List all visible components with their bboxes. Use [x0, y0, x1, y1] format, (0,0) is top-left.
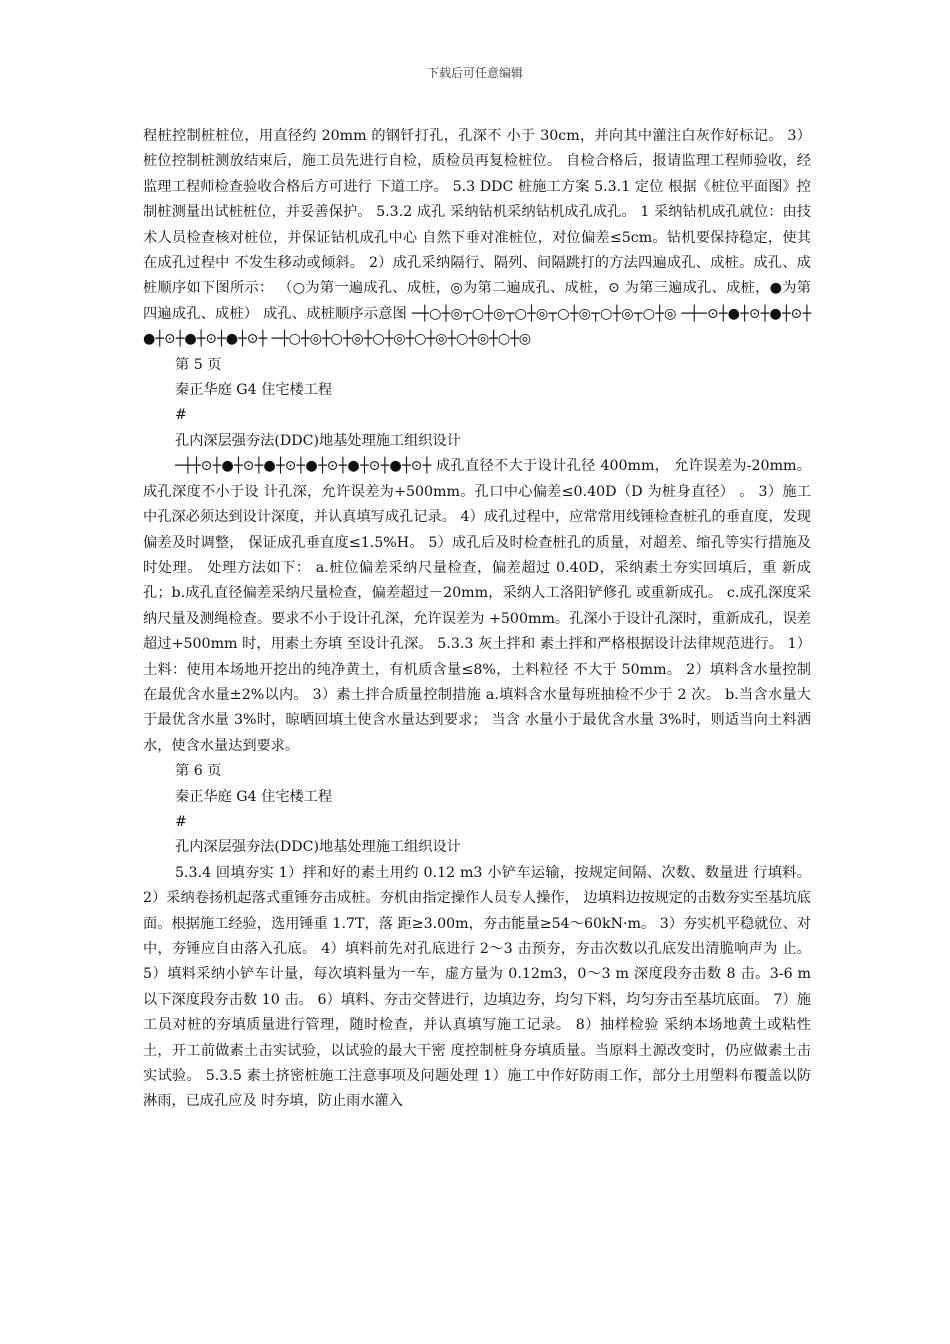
- separator-mark: #: [175, 813, 187, 830]
- document-title: 孔内深层强夯法(DDC)地基处理施工组织设计: [175, 839, 461, 856]
- body-paragraph: ─┼┼⊙┼●┼⊙┼●┼⊙┼●┼⊙┼●┼⊙┼●┼⊙┼ 成孔直径不大于设计孔径 400mm， 允许误差为-20mm。 成孔深度不小于设 计孔深，允许误差为+500mm。孔口中心偏差≤0.40D（D 为桩身直径） 。 3）施工中孔深必须达到设计深度，并认真填写成孔记录。 4）成孔过程中，应常常用线锤检查桩孔的垂直度，发现偏差及时调整， 保证成孔垂直度≤1.5%H。 5）成孔后及时检查桩孔的质量，对超差、缩孔等实行措施及时处理。 处理方法如下： a.桩位偏差采纳尺量检查，偏差超过 0.40D，采纳素土夯实回填后，重 新成孔；b.成孔直径偏差采纳尺量检查，偏差超过－20mm，采纳人工洛阳铲修孔 或重新成孔。 c.成孔深度采纳尺量及测绳检查。要求不小于设计孔深，允许误差为 +500mm。孔深小于设计孔深时，重新成孔，误差超过+500mm 时，用素土夯填 至设计孔深。 5.3.3 灰土拌和 素土拌和严格根据设计法律规范进行。 1）土料：使用本场地开挖出的纯净黄土，有机质含量≤8%，土料粒径 不大于 50mm。 2）填料含水量控制在最优含水量±2%以内。 3）素土拌合质量控制措施 a.填料含水量每班抽检不少于 2 次。 b.当含水量大于最优含水量 3%时，晾晒回填土使含水量达到要求； 当含 水量小于最优含水量 3%时，则适当向土料洒水，使含水量达到要求。: [143, 458, 811, 754]
- page-header: 下载后可任意编辑: [426, 66, 523, 80]
- page-number: 第 5 页: [175, 356, 222, 373]
- body-paragraph: 程桩控制桩桩位，用直径约 20mm 的钢钎打孔，孔深不 小于 30cm，并向其中灌注白灰作好标记。 3）桩位控制桩测放结束后，施工员先进行自检，质检员再复检桩位。 自检合格后，报请监理工程师验收，经监理工程师检查验收合格后方可进行 下道工序。 5.3 DDC 桩施工方案 5.3.1 定位 根据《桩位平面图》控制桩测量出试桩桩位，并妥善保护。 5.3.2 成孔 采纳钻机采纳钻机成孔成孔。 1 采纳钻机成孔就位：由技术人员检查核对桩位，并保证钻机成孔中心 自然下垂对准桩位，对位偏差≤5cm。钻机要保持稳定，使其在成孔过程中 不发生移动或倾斜。 2）成孔采纳隔行、隔列、间隔跳打的方法四遍成孔、成桩。成孔、成桩顺序如下图所示： （○为第一遍成孔、成桩，◎为第二遍成孔、成桩，⊙ 为第三遍成孔、成桩，●为第四遍成孔、成桩） 成孔、成桩顺序示意图 ─┼○┼◎┬○┼◎┬○┼◎┬○┼◎┬○┼◎┬○┼◎ ─┼─⊙┼●┼⊙┼●┼⊙┼●┼⊙┼●┼⊙┼●┼⊙┼ ─┼○┼◎┼○┼◎┼○┼◎┼○┼◎┼○┼◎┼○┼◎: [143, 128, 811, 348]
- project-name: 秦正华庭 G4 住宅楼工程: [175, 382, 333, 399]
- body-paragraph: 5.3.4 回填夯实 1）拌和好的素土用约 0.12 m3 小铲车运输，按规定间隔、次数、数量进 行填料。 2）采纳卷扬机起落式重锤夯击成桩。夯机由指定操作人员专人操作， 边填料边按规定的击数夯实至基坑底面。根据施工经验，选用锤重 1.7T，落 距≥3.00m，夯击能量≥54～60kN·m。 3）夯实机平稳就位、对中，夯锤应自由落入孔底。 4）填料前先对孔底进行 2～3 击预夯，夯击次数以孔底发出清脆响声为 止。 5）填料采纳小铲车计量，每次填料量为一车，虚方量为 0.12m3，0～3 m 深度段夯击数 8 击。3-6 m 以下深度段夯击数 10 击。 6）填料、夯击交替进行，边填边夯，均匀下料，均匀夯击至基坑底面。 7）施工员对桩的夯填质量进行管理，随时检查，并认真填写施工记录。 8）抽样检验 采纳本场地黄土或粘性土，开工前做素土击实试验，以试验的最大干密 度控制桩身夯填质量。当原料土源改变时，仍应做素土击实试验。 5.3.5 素土挤密桩施工注意事项及问题处理 1）施工中作好防雨工作，部分土用塑料布覆盖以防淋雨，已成孔应及 时夯填，防止雨水灌入: [143, 864, 811, 1110]
- document-body: [143, 124, 811, 1115]
- page-number: 第 6 页: [175, 763, 222, 780]
- separator-mark: #: [175, 407, 187, 424]
- project-name: 秦正华庭 G4 住宅楼工程: [175, 788, 333, 805]
- document-title: 孔内深层强夯法(DDC)地基处理施工组织设计: [175, 432, 461, 449]
